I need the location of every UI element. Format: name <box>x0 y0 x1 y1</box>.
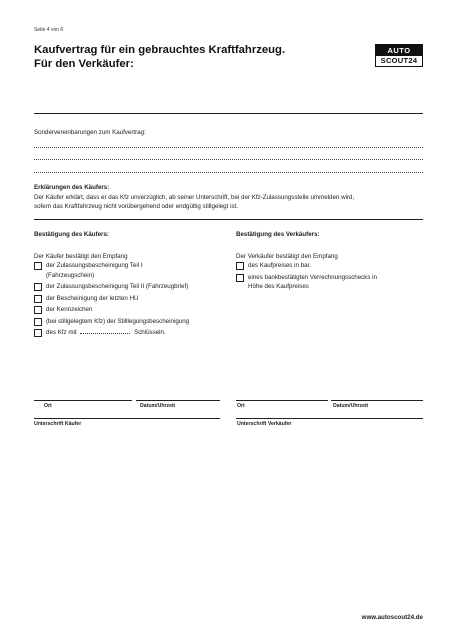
item-label-line2: Höhe des Kaufpreises <box>248 283 309 290</box>
seller-confirmation-intro: Der Verkäufer bestätigt den Empfang <box>236 252 338 260</box>
buyer-declaration <box>34 183 429 212</box>
agreement-line-1[interactable] <box>34 147 423 148</box>
checkbox[interactable] <box>34 306 42 314</box>
logo-bottom-text: SCOUT24 <box>376 56 422 66</box>
item-label: des Kaufpreises in bar. <box>248 262 311 269</box>
item-label: der Kennzeichen <box>46 306 93 313</box>
seller-confirmation-heading: Bestätigung des Verkäufers: <box>236 231 320 238</box>
seller-place-line[interactable] <box>236 400 328 401</box>
checkbox[interactable] <box>34 318 42 326</box>
buyer-item-registration-1[interactable] <box>34 261 224 280</box>
item-label-line1: eines bankbestätigten Verrechnungsschecks in <box>248 273 377 281</box>
header-divider <box>34 113 423 114</box>
item-label: der Zulassungsbescheinigung Teil II (Fahrzeugbrief) <box>46 283 189 290</box>
footer-url-link[interactable]: www.autoscout24.de <box>361 614 423 621</box>
item-label <box>248 273 377 292</box>
seller-item-cash[interactable] <box>236 261 426 271</box>
seller-place-label: Ort <box>237 403 245 409</box>
agreement-line-3[interactable] <box>34 172 423 173</box>
item-label: (bei stillgelegtem Kfz) der Stilllegungsbescheinigung <box>46 317 190 325</box>
special-agreements-label: Sondervereinbarungen zum Kaufvertrag: <box>34 129 146 136</box>
buyer-declaration-text-2: sofern das Kraftfahrzeug nicht vorübergehend oder endgültig stillgelegt ist. <box>34 203 238 210</box>
buyer-item-registration-2[interactable] <box>34 282 224 292</box>
item-label: der Bescheinigung der letzten HU <box>46 294 139 302</box>
logo-top-text: AUTO <box>376 45 422 56</box>
keys-label <box>46 328 166 338</box>
buyer-declaration-heading: Erklärungen des Käufers: <box>34 184 110 191</box>
buyer-confirmation-heading: Bestätigung des Käufers: <box>34 231 109 238</box>
keys-suffix: Schlüsseln. <box>134 329 166 336</box>
checkbox[interactable] <box>236 262 244 270</box>
buyer-item-keys[interactable] <box>34 328 224 338</box>
item-label <box>46 261 143 280</box>
keys-prefix: des Kfz mit <box>46 329 77 336</box>
buyer-place-line[interactable] <box>34 400 132 401</box>
buyer-item-inspection[interactable] <box>34 294 224 304</box>
item-label-line1: der Zulassungsbescheinigung Teil I <box>46 262 143 269</box>
buyer-item-deregistration[interactable] <box>34 317 224 327</box>
buyer-confirmation <box>34 230 224 338</box>
buyer-datetime-line[interactable] <box>136 400 220 401</box>
seller-confirmation <box>236 230 426 292</box>
buyer-datetime-label: Datum/Uhrzeit <box>140 403 176 409</box>
page-title <box>34 43 354 71</box>
checkbox[interactable] <box>34 329 42 337</box>
seller-datetime-line[interactable] <box>331 400 423 401</box>
buyer-signature-line[interactable] <box>34 418 220 419</box>
checkbox[interactable] <box>236 274 244 282</box>
seller-datetime-label: Datum/Uhrzeit <box>333 403 369 409</box>
buyer-signature-label: Unterschrift Käufer <box>34 421 82 427</box>
autoscout24-logo <box>375 44 423 67</box>
seller-item-cheque[interactable] <box>236 273 426 292</box>
section-divider <box>34 219 423 220</box>
title-line-1: Kaufvertrag für ein gebrauchtes Kraftfahrzeug. <box>34 44 286 56</box>
buyer-item-plates[interactable] <box>34 305 224 315</box>
buyer-confirmation-intro: Der Käufer bestätigt den Empfang <box>34 252 128 260</box>
checkbox[interactable] <box>34 295 42 303</box>
keys-count-field[interactable] <box>80 328 130 334</box>
checkbox[interactable] <box>34 262 42 270</box>
seller-signature-label: Unterschrift Verkäufer <box>237 421 292 427</box>
page-number: Seite 4 von 6 <box>34 27 64 33</box>
seller-signature-line[interactable] <box>236 418 423 419</box>
item-label-line2: (Fahrzeugschein) <box>46 271 95 279</box>
buyer-place-label: Ort <box>44 403 52 409</box>
checkbox[interactable] <box>34 283 42 291</box>
title-line-2: Für den Verkäufer: <box>34 58 134 70</box>
buyer-declaration-text-1: Der Käufer erklärt, dass er das Kfz unverzüglich, ab seiner Unterschrift, bei der Kfz-Zulassungsstelle ummelden wird, <box>34 193 355 201</box>
agreement-line-2[interactable] <box>34 159 423 160</box>
